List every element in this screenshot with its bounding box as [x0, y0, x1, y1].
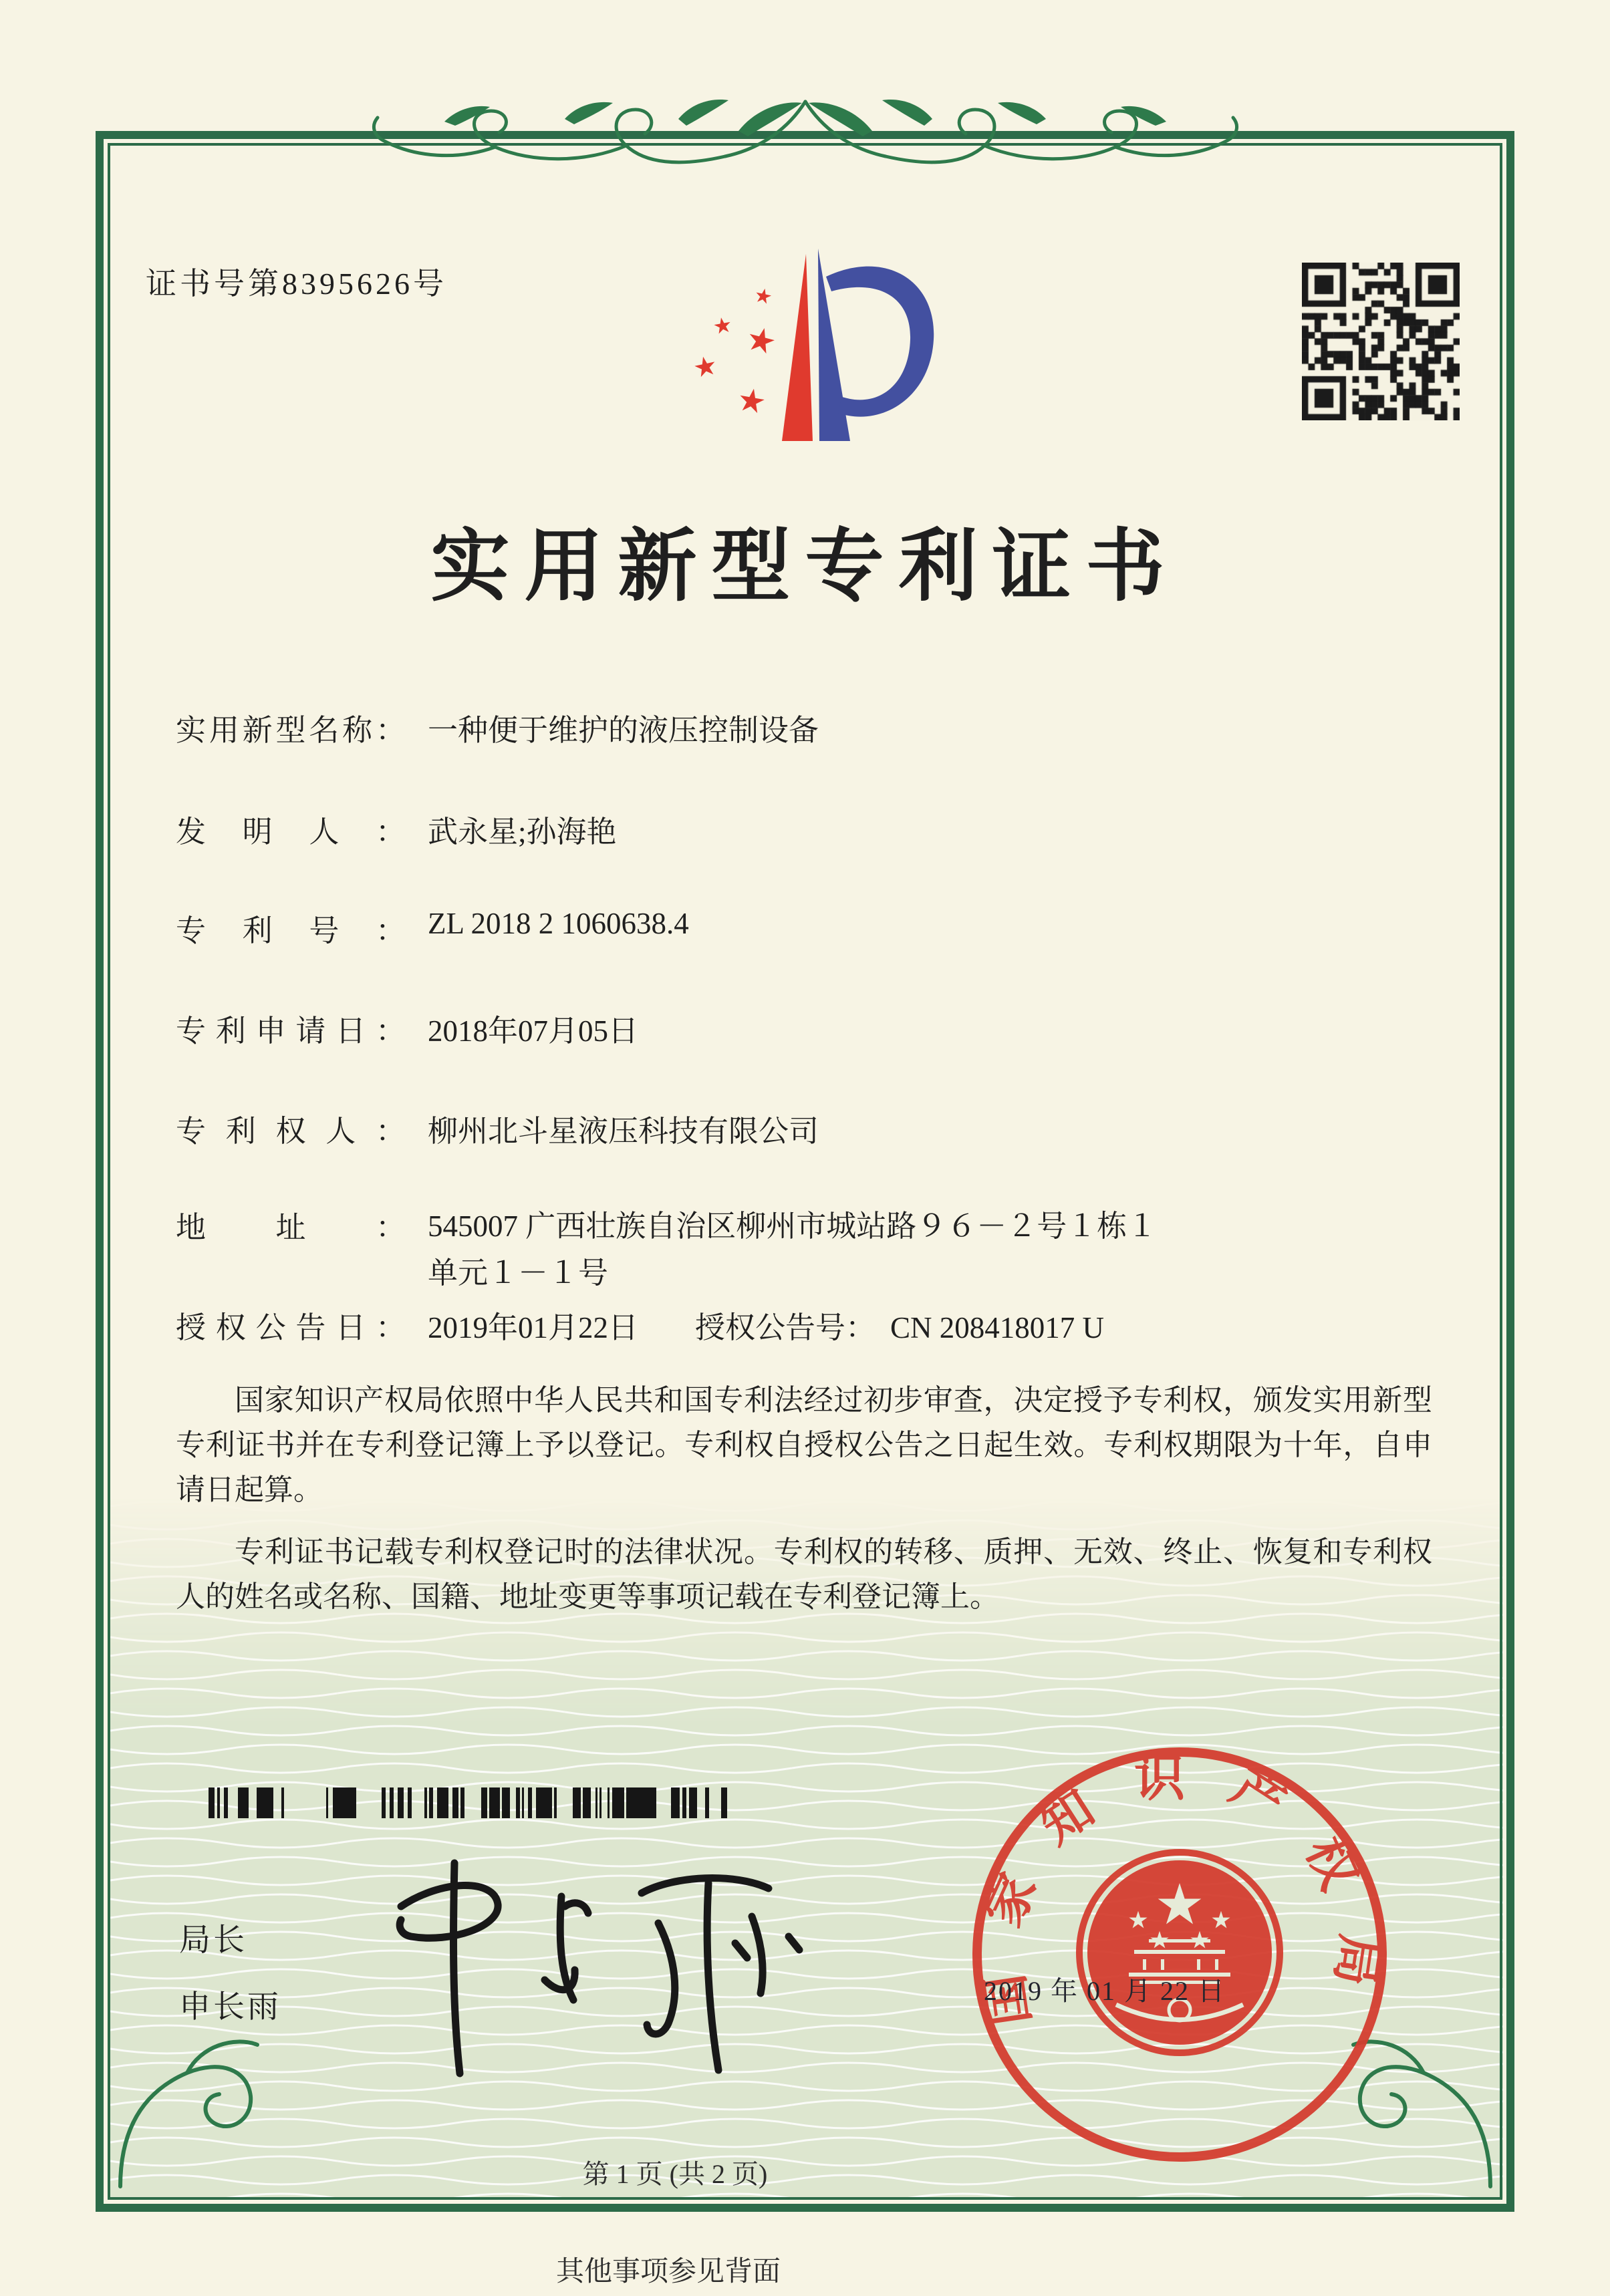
certificate-number: 证书号第8395626号 — [146, 267, 447, 301]
page-number: 第 1 页 (共 2 页) — [582, 2159, 768, 2189]
field-row-patent-number — [176, 906, 689, 950]
field-value: ZL 2018 2 1060638.4 — [428, 907, 689, 940]
legal-text-block — [176, 1378, 1432, 1619]
seal-text: 国家知识产权局 — [971, 1751, 1388, 2029]
field-value: 柳州北斗星液压科技有限公司 — [428, 1115, 819, 1148]
director-name: 申长雨 — [179, 1990, 281, 2025]
field-row-patentee — [176, 1107, 819, 1150]
svg-text:★: ★ — [710, 311, 734, 340]
field-value: 一种便于维护的液压控制设备 — [428, 714, 819, 747]
field-row-inventor — [176, 807, 617, 851]
qr-code-icon — [1302, 263, 1460, 420]
legal-paragraph-2: 专利证书记载专利权登记时的法律状况。专利权的转移、质押、无效、终止、恢复和专利权人的姓名或名称、国籍、地址变更等事项记载在专利登记簿上。 — [176, 1536, 1432, 1613]
field-label: 实用新型名称： — [176, 714, 406, 747]
handwritten-signature-icon — [361, 1843, 896, 2097]
field-value: 2019年01月22日 — [428, 1311, 639, 1344]
svg-text:★: ★ — [734, 380, 769, 422]
svg-text:★: ★ — [752, 283, 775, 310]
field-label: 授权公告日： — [176, 1311, 406, 1344]
address-line-1: 545007 广西壮族自治区柳州市城站路９６－２号１栋１ — [428, 1209, 1158, 1243]
field-pair-grant-number — [695, 1303, 1104, 1346]
national-emblem-icon — [1079, 1852, 1280, 2053]
back-note: 其他事项参见背面 — [555, 2257, 781, 2287]
seal-date: 2019 年 01 月 22 日 — [984, 1976, 1226, 2006]
field-value: CN 208418017 U — [890, 1311, 1105, 1344]
field-row-grant — [176, 1303, 1105, 1346]
cnipa-logo-icon — [682, 246, 942, 446]
bottom-left-corner-ornament — [112, 2031, 266, 2192]
field-label: 专利申请日： — [176, 1014, 406, 1048]
field-label: 发明人： — [176, 815, 406, 849]
field-row-filing-date — [176, 1006, 638, 1050]
field-value: 2018年07月05日 — [428, 1014, 639, 1048]
field-label: 专利号： — [176, 914, 406, 948]
legal-paragraph-1: 国家知识产权局依照中华人民共和国专利法经过初步审查，决定授予专利权，颁发实用新型专利证书并在专利登记簿上予以登记。专利权自授权公告之日起生效。专利权期限为十年，自申请日起算。 — [176, 1384, 1432, 1506]
field-row-address — [176, 1203, 1157, 1296]
field-row-name — [176, 706, 819, 749]
field-label: 专利权人： — [176, 1115, 406, 1148]
field-value: 武永星;孙海艳 — [428, 815, 617, 849]
field-value — [428, 1203, 1157, 1296]
svg-text:★: ★ — [690, 349, 720, 385]
field-label: 授权公告号： — [695, 1311, 876, 1344]
field-label: 地址： — [176, 1211, 406, 1244]
address-line-2: 单元１－１号 — [428, 1256, 609, 1290]
svg-text:★: ★ — [742, 317, 781, 364]
top-scroll-ornament — [364, 84, 1246, 184]
official-red-seal-icon — [962, 1737, 1397, 2172]
director-title: 局长 — [179, 1923, 247, 1958]
certificate-title: 实用新型专利证书 — [430, 523, 1180, 611]
barcode-icon — [205, 1787, 736, 1818]
